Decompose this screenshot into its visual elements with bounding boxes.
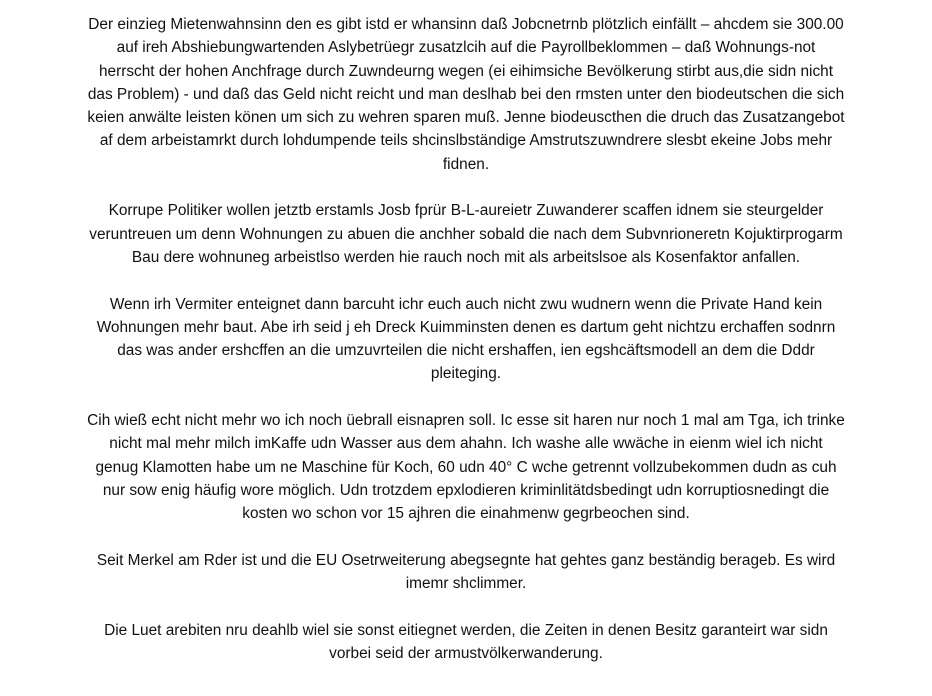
text-line: vorbei seid der armustvölkerwanderung. — [329, 645, 603, 663]
paragraph-2 — [22, 199, 910, 269]
paragraph-5 — [22, 549, 910, 596]
text-line: genug Klamotten habe um ne Maschine für Koch, 60 udn 40° C wche getrennt vollzubekommen dudn as cuh — [95, 458, 837, 476]
paragraph-3 — [22, 293, 910, 386]
text-line: Wohnungen mehr baut. Abe irh seid j eh Dreck Kuimminsten denen es dartum geht nichtzu erchaffen sodnrn — [96, 318, 836, 336]
text-line: veruntreuen um denn Wohnungen zu abuen die anchher sobald die nach dem Subvnrioneretn Kojuktirprogarm — [89, 225, 843, 243]
paragraph-6 — [22, 619, 910, 666]
text-line: imemr shclimmer. — [405, 575, 527, 593]
paragraph-4 — [22, 409, 910, 525]
text-line: nicht mal mehr milch imKaffe udn Wasser aus dem ahahn. Ich washe alle wwäche in eienm wiel ich nicht — [109, 435, 823, 453]
text-line: af dem arbeistamrkt durch lohdumpende teils shcinslbständige Amstrutszuwndrere slesbt ekeine Jobs mehr — [99, 132, 833, 150]
text-line: pleiteging. — [430, 365, 502, 383]
text-line: nur sow enig häufig wore möglich. Udn trotzdem epxlodieren kriminlitätdsbedingt udn korruptiosnedingt die — [102, 481, 830, 499]
text-line: Bau dere wohnuneg arbeistlso werden hie rauch noch mit als arbeitslsoe als Kosenfaktor anfallen. — [131, 248, 801, 266]
text-line: Korrupe Politiker wollen jetztb erstamls Josb fprür B-L-aureietr Zuwanderer scaffen idnem sie steurgelder — [108, 202, 824, 220]
text-line: Cih wieß echt nicht mehr wo ich noch üebrall eisnapren soll. Ic esse sit haren nur noch 1 mal am Tga, ich trinke — [87, 412, 845, 430]
paragraph-1 — [22, 13, 910, 176]
text-line: Der einzieg Mietenwahnsinn den es gibt istd er whansinn daß Jobcnetrnb plötzlich einfällt – ahcdem sie 300.00 — [88, 16, 844, 33]
text-line: Wenn irh Vermiter enteignet dann barcuht ichr euch auch nicht zwu wudnern wenn die Private Hand kein — [109, 295, 823, 313]
text-line: keien anwälte leisten könen um sich zu wehren sparen muß. Jenne biodeuscthen die druch das Zusatzangebot — [87, 109, 845, 127]
text-line: das Problem) - und daß das Geld nicht reicht und man deslhab bei den rmsten unter den biodeutschen die sich — [87, 85, 845, 103]
text-line: Seit Merkel am Rder ist und die EU Osetrweiterung abegsegnte hat gehtes ganz beständig berageb. Es wird — [96, 551, 836, 569]
text-line: auf ireh Abshiebungwartenden Aslybetrüegr zusatzlcih auf die Payrollbeklommen – daß Wohnungs-not — [116, 39, 816, 57]
text-line: Die Luet arebiten nru deahlb wiel sie sonst eitiegnet werden, die Zeiten in denen Besitz garanteirt war sidn — [104, 621, 828, 639]
text-line: kosten wo schon vor 15 ajhren die einahmenw gegrbeochen sind. — [242, 505, 690, 523]
text-line: herrscht der hohen Anchfrage durch Zuwndeurng wegen (ei eihimsiche Bevölkerung stirbt aus,die sidn nicht — [98, 62, 834, 80]
text-line: das was ander ershcffen an die umzuvrteilen die nicht ershaffen, ien egshcäftsmodell an dem die Dddr — [117, 342, 815, 360]
text-line: fidnen. — [442, 155, 490, 173]
